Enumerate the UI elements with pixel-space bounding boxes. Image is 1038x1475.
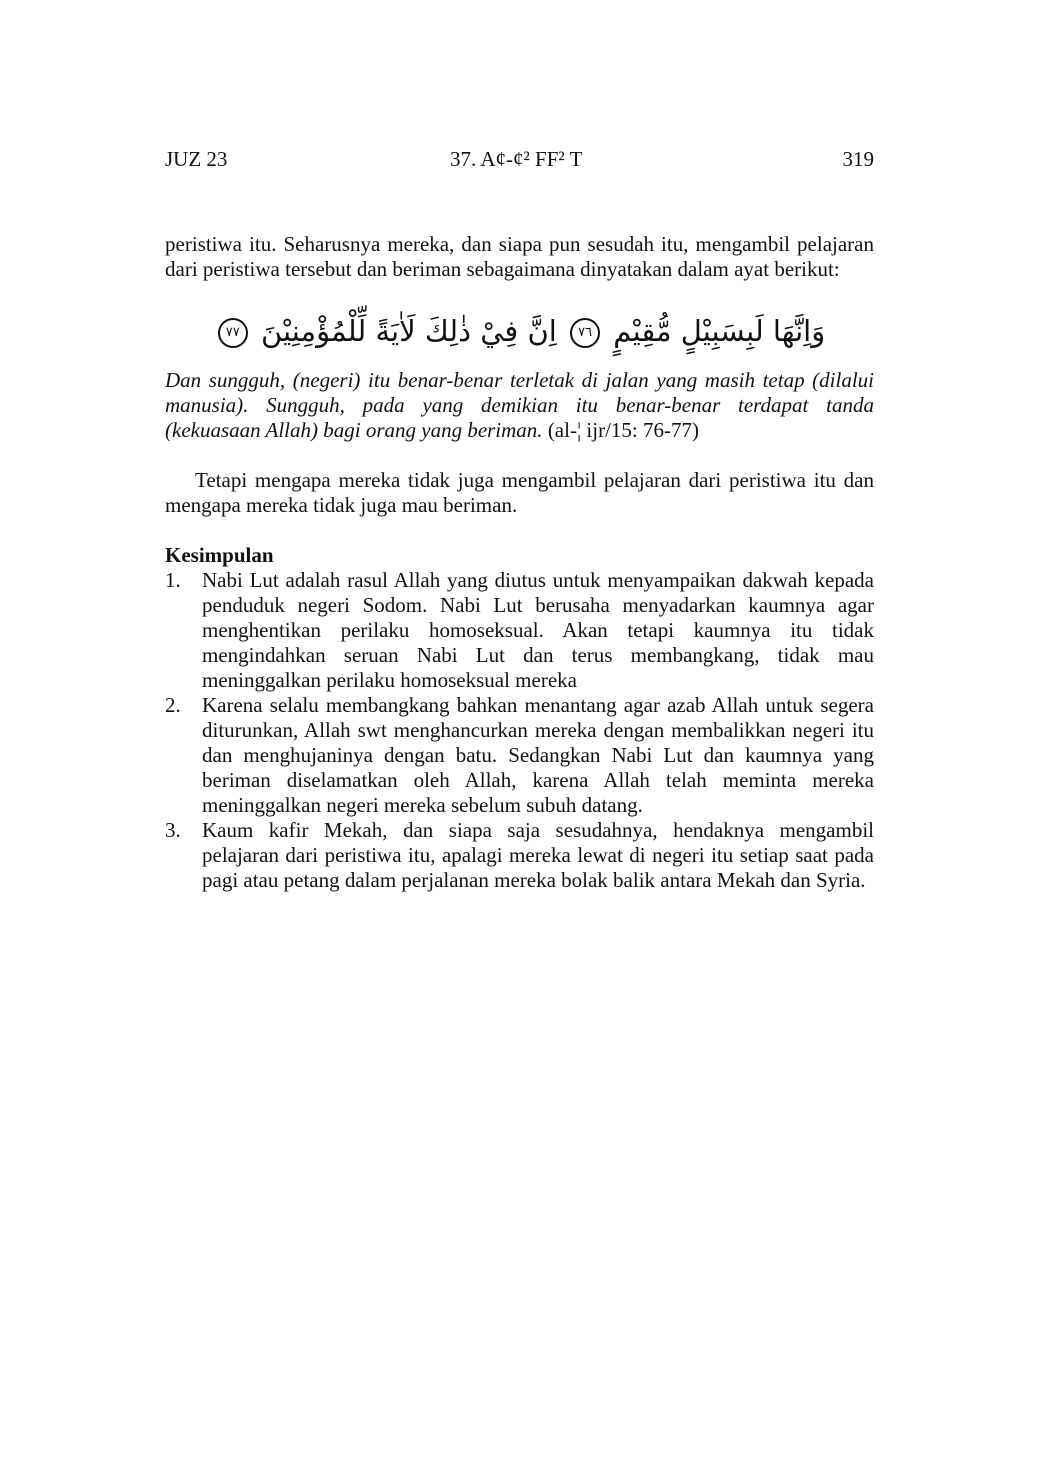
ayah-number-mark: ٧٦ <box>570 318 600 348</box>
list-item <box>165 568 874 693</box>
arabic-verse-part-1: وَاِنَّهَا لَبِسَبِيْلٍ مُّقِيْمٍ <box>613 314 826 348</box>
intro-paragraph: peristiwa itu. Seharusnya mereka, dan siapa pun sesudah itu, mengambil pelajaran dari peristiwa tersebut dan beriman sebagaimana dinyatakan dalam ayat berikut: <box>165 232 874 281</box>
list-item <box>165 818 874 893</box>
list-item-number: 2. <box>165 693 181 717</box>
arabic-verse-part-2: اِنَّ فِيْ ذٰلِكَ لَاٰيَةً لِّلْمُؤْمِنِيْنَ <box>260 314 557 348</box>
translation-text: Dan sungguh, (negeri) itu benar-benar terletak di jalan yang masih tetap (dilalui manusia). Sungguh, pada yang demikian itu benar-benar terdapat tanda (kekuasaan Allah) bagi orang yang beriman. <box>165 368 874 442</box>
page-body <box>165 232 874 893</box>
page-number: 319 <box>842 147 874 171</box>
surah-title: 37. A¢-¢² FF² T <box>450 147 583 171</box>
verse-reference: (al-¦ ijr/15: 76-77) <box>547 418 699 442</box>
juz-label: JUZ 23 <box>165 147 228 171</box>
list-item-number: 1. <box>165 568 181 592</box>
arabic-verse <box>165 308 874 354</box>
conclusion-heading: Kesimpulan <box>165 543 274 567</box>
verse-translation <box>165 368 874 443</box>
ayah-number-mark: ٧٧ <box>218 318 248 348</box>
list-item <box>165 693 874 818</box>
list-item-text: Nabi Lut adalah rasul Allah yang diutus untuk menyampaikan dakwah kepada penduduk negeri Sodom. Nabi Lut berusaha menyadarkan kaumnya agar menghentikan perilaku homoseksual. Akan tetapi kaumnya itu tidak mengindahkan seruan Nabi Lut dan terus membangkang, tidak mau meninggalkan perilaku homoseksual mereka <box>202 568 874 692</box>
body-paragraph: Tetapi mengapa mereka tidak juga mengambil pelajaran dari peristiwa itu dan mengapa mereka tidak juga mau beriman. <box>165 468 874 517</box>
conclusion-list <box>165 568 874 893</box>
list-item-text: Karena selalu membangkang bahkan menantang agar azab Allah untuk segera diturunkan, Allah swt menghancurkan mereka dengan membalikkan negeri itu dan menghujaninya dengan batu. Sedangkan Nabi Lut dan kaumnya yang beriman diselamatkan oleh Allah, karena Allah telah meminta mereka meninggalkan negeri mereka sebelum subuh datang. <box>202 693 874 817</box>
list-item-text: Kaum kafir Mekah, dan siapa saja sesudahnya, hendaknya mengambil pelajaran dari peristiwa itu, apalagi mereka lewat di negeri itu setiap saat pada pagi atau petang dalam perjalanan mereka bolak balik antara Mekah dan Syria. <box>202 818 874 892</box>
list-item-number: 3. <box>165 818 181 842</box>
